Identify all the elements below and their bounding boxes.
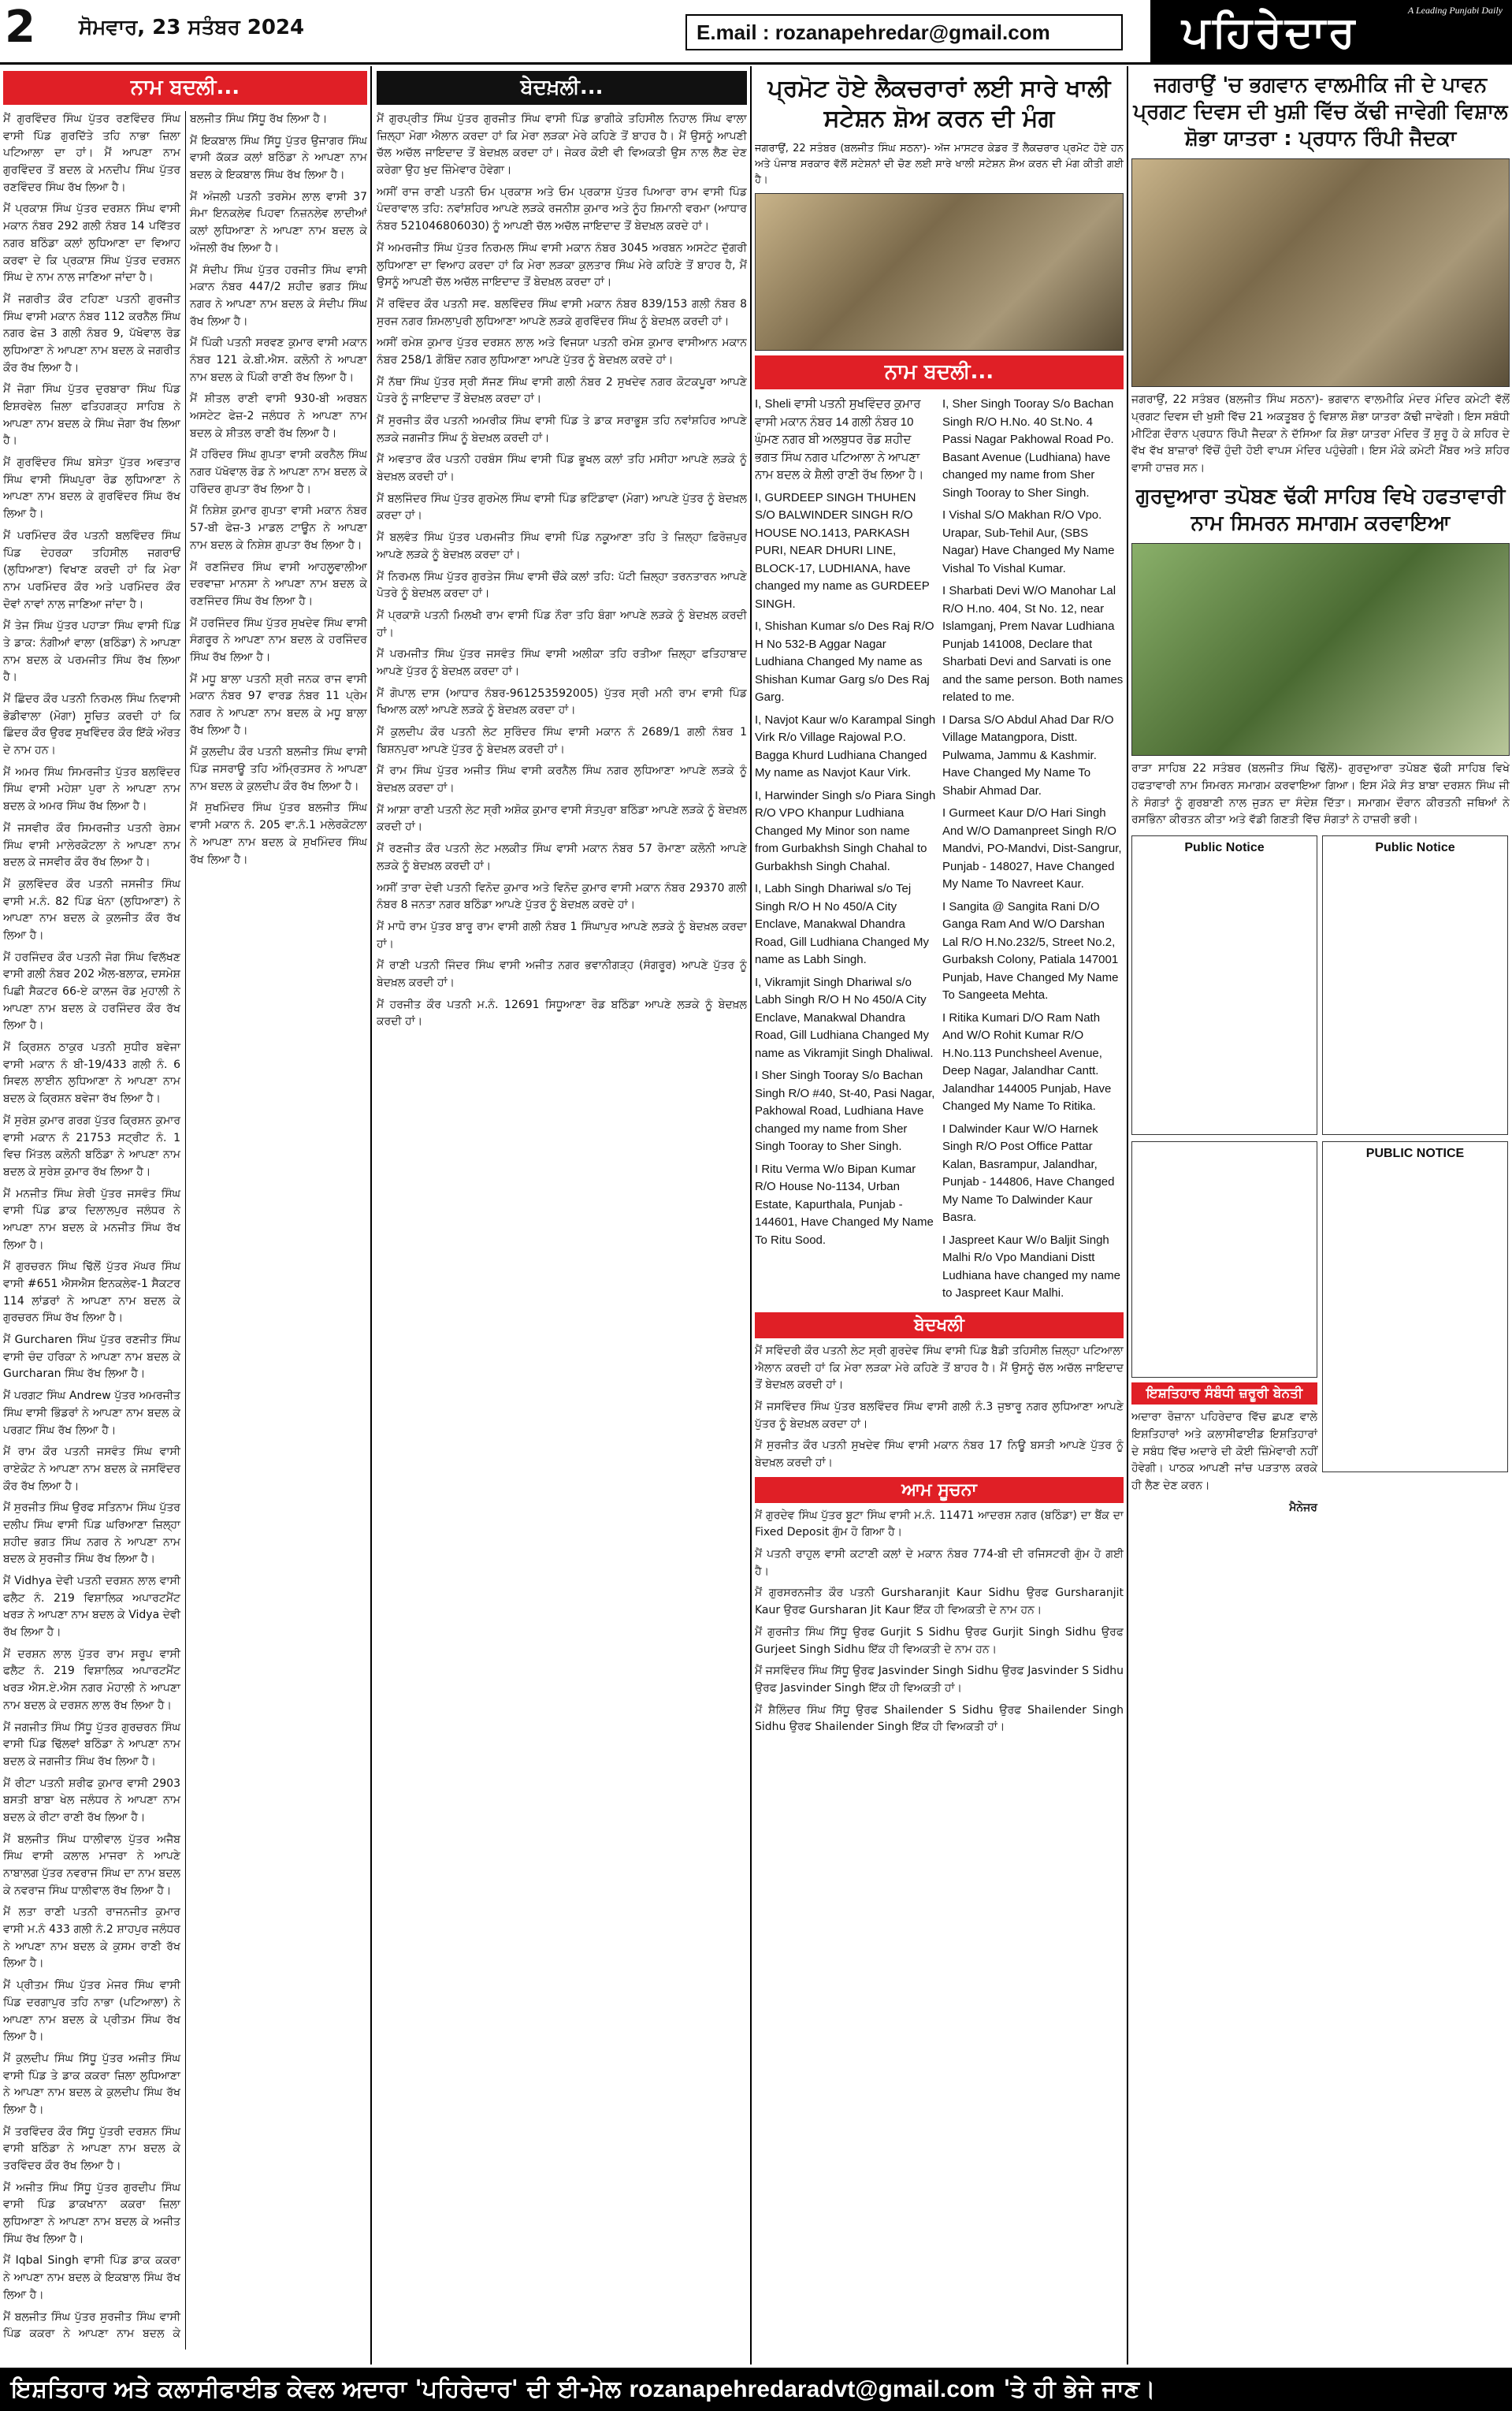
list-item: ਮੈਂ ਜੋਗਾ ਸਿੰਘ ਪੁੱਤਰ ਦੁਰਬਾਰਾ ਸਿੰਘ ਪਿੰਡ ਇਸ਼ਰਵੇਲ ਜ਼ਿਲਾ ਫਤਿਹਗੜ੍ਹ ਸਾਹਿਬ ਨੇ ਆਪਣਾ ਨਾਮ ਬਦਲ ਕੇ ਸਿੰਘ ਜੋਗਾ ਰੱਖ ਲਿਆ ਹੈ। [3,383,180,448]
issue-date: ਸੋਮਵਾਰ, 23 ਸਤੰਬਰ 2024 [79,16,305,39]
list-item: ਮੈਂ ਗੁਰਵਿੰਦਰ ਸਿੰਘ ਬਸੇਤਾ ਪੁੱਤਰ ਅਵਤਾਰ ਸਿੰਘ ਵਾਸੀ ਸਿੰਘਪੁਰਾ ਰੋਡ ਲੁਧਿਆਣਾ ਨੇ ਆਪਣਾ ਨਾਮ ਬਦਲ ਕੇ ਗੁਰਵਿੰਦਰ ਸਿੰਘ ਰੱਖ ਲਿਆ ਹੈ। [3,456,180,521]
meeting-photo [1131,158,1510,387]
list-item: ਮੈਂ ਦਰਸ਼ਨ ਲਾਲ ਪੁੱਤਰ ਰਾਮ ਸਰੂਪ ਵਾਸੀ ਫਲੈਟ ਨੰ. 219 ਵਿਸ਼ਾਲਿਕ ਅਪਾਰਟਮੈਂਟ ਖਰੜ ਐਸ.ਏ.ਐਸ ਨਗਰ ਮੋਹਾਲੀ ਨੇ ਆਪਣਾ ਨਾਮ ਬਦਲ ਕੇ ਦਰਸ਼ਨ ਲਾਲ ਰੱਖ ਲਿਆ ਹੈ। [3,1647,180,1712]
list-item: ਮੈਂ ਜਗਜੀਤ ਸਿੰਘ ਸਿੱਧੂ ਪੁੱਤਰ ਗੁਰਚਰਨ ਸਿੰਘ ਵਾਸੀ ਪਿੰਡ ਢਿੱਲਵਾਂ ਬਠਿੰਡਾ ਨੇ ਆਪਣਾ ਨਾਮ ਬਦਲ ਕੇ ਜਗਜੀਤ ਸਿੰਘ ਰੱਖ ਲਿਆ ਹੈ। [3,1721,180,1768]
list-item: I Ritu Verma W/o Bipan Kumar R/O House No-1134, Urban Estate, Kapurthala, Punjab - 144601, Have Changed My Name To Ritu Sood. [755,1162,934,1247]
list-item: ਮੈਂ ਨਿਸ਼ੇਸ਼ ਕੁਮਾਰ ਗੁਪਤਾ ਵਾਸੀ ਮਕਾਨ ਨੰਬਰ 57-ਬੀ ਫੇਜ਼-3 ਮਾਡਲ ਟਾਊਨ ਨੇ ਆਪਣਾ ਨਾਮ ਬਦਲ ਕੇ ਨਿਸ਼ੇਸ਼ ਗੁਪਤਾ ਰੱਖ ਲਿਆ ਹੈ। [190,504,367,552]
list-item: ਮੈਂ ਸੁਰੇਸ਼ ਕੁਮਾਰ ਗਰਗ ਪੁੱਤਰ ਕ੍ਰਿਸ਼ਨ ਕੁਮਾਰ ਵਾਸੀ ਮਕਾਨ ਨੰ 21753 ਸਟ੍ਰੀਟ ਨੰ. 1 ਵਿਚ ਮਿੱਤਲ ਕਲੋਨੀ ਬਠਿੰਡਾ ਨੇ ਆਪਣਾ ਨਾਮ ਬਦਲ ਕੇ ਸੁਰੇਸ਼ ਕੁਮਾਰ ਰੱਖ ਲਿਆ ਹੈ। [3,1114,180,1178]
group-photo [755,193,1124,351]
list-item: ਅਸੀਂ ਰਮੇਸ਼ ਕੁਮਾਰ ਪੁੱਤਰ ਦਰਸ਼ਨ ਲਾਲ ਅਤੇ ਵਿਜਯਾ ਪਤਨੀ ਰਮੇਸ਼ ਕੁਮਾਰ ਵਾਸੀਆਨ ਮਕਾਨ ਨੰਬਰ 258/1 ਗੋਬਿੰਦ ਨਗਰ ਲੁਧਿਆਣਾ ਆਪਣੇ ਪੁੱਤਰ ਨੂੰ ਬੇਦਖ਼ਲ ਕਰਦੇ ਹਾਂ। [377,337,747,366]
list-item: I, Navjot Kaur w/o Karampal Singh Virk R/o Village Rajowal P.O. Bagga Khurd Ludhiana Changed My name as Navjot Kaur Virk. [755,713,936,780]
list-item: ਮੈਂ ਜਸਵੀਰ ਕੌਰ ਸਿਮਰਜੀਤ ਪਤਨੀ ਰੇਸ਼ਮ ਸਿੰਘ ਵਾਸੀ ਮਾਲੇਰਕੋਟਲਾ ਨੇ ਆਪਣਾ ਨਾਮ ਬਦਲ ਕੇ ਜਸਵੀਰ ਕੌਰ ਰੱਖ ਲਿਆ ਹੈ। [3,821,180,869]
list-item: ਮੈਂ ਕੁਲਦੀਪ ਸਿੰਘ ਸਿੱਧੂ ਪੁੱਤਰ ਅਜੀਤ ਸਿੰਘ ਵਾਸੀ ਪਿੰਡ ਤੇ ਡਾਕ ਕਕਰਾ ਜ਼ਿਲਾ ਲੁਧਿਆਣਾ ਨੇ ਆਪਣਾ ਨਾਮ ਬਦਲ ਕੇ ਕੁਲਦੀਪ ਸਿੰਘ ਰੱਖ ਲਿਆ ਹੈ। [3,2052,180,2116]
list-item: ਮੈਂ ਰਣਜੀਤ ਕੌਰ ਪਤਨੀ ਲੇਟ ਮਲਕੀਤ ਸਿੰਘ ਵਾਸੀ ਮਕਾਨ ਨੰਬਰ 57 ਰੋਮਾਣਾ ਕਲੋਨੀ ਆਪਣੇ ਲੜਕੇ ਨੂੰ ਬੇਦਖ਼ਲ ਕਰਦੀ ਹਾਂ। [377,843,747,872]
list-item: I Gurmeet Kaur D/O Hari Singh And W/O Damanpreet Singh R/O Mandvi, PO-Mandvi, Dist-Sangrur, Punjab - 148027, Have Changed My Name To Navreet Kaur. [942,806,1122,891]
manager-signoff: ਮੈਨੇਜਰ [1289,1501,1317,1514]
list-item: ਮੈਂ ਗੁਰਜੀਤ ਸਿੰਘ ਸਿੱਧੂ ਉਰਫ Gurjit S Sidhu ਉਰਫ Gurjit Singh Sidhu ਉਰਫ Gurjeet Singh Sidhu ਇੱਕ ਹੀ ਵਿਅਕਤੀ ਦੇ ਨਾਮ ਹਨ। [755,1625,1124,1656]
list-item: I, Harwinder Singh s/o Piara Singh R/O VPO Khanpur Ludhiana Changed My Minor son name from Gurbakhsh Singh Chahal to Gurbakhsh Singh Chahal. [755,788,936,873]
list-item: ਮੈਂ ਛਿੰਦਰ ਕੌਰ ਪਤਨੀ ਨਿਰਮਲ ਸਿੰਘ ਨਿਵਾਸੀ ਭੋਡੀਵਾਲਾ (ਮੋਗਾ) ਸੂਚਿਤ ਕਰਦੀ ਹਾਂ ਕਿ ਛਿੰਦਰ ਕੌਰ ਉਰਫ ਸੁਖਵਿੰਦਰ ਕੌਰ ਇੱਕੋ ਔਰਤ ਦੇ ਨਾਮ ਹਨ। [3,693,180,757]
section-heading-aam-suchna: ਆਮ ਸੂਚਨਾ [755,1477,1124,1503]
list-item: ਮੈਂ ਅਮਰ ਸਿੰਘ ਸਿਮਰਜੀਤ ਪੁੱਤਰ ਬਲਵਿੰਦਰ ਸਿੰਘ ਵਾਸੀ ਮਹੇਸ਼ਾ ਪੁਰਾ ਨੇ ਆਪਣਾ ਨਾਮ ਬਦਲ ਕੇ ਅਮਰ ਸਿੰਘ ਰੱਖ ਲਿਆ ਹੈ। [3,765,180,813]
list-item: ਮੈਂ ਕ੍ਰਿਸ਼ਨ ਠਾਕੁਰ ਪਤਨੀ ਸੁਧੀਰ ਬਵੇਜਾ ਵਾਸੀ ਮਕਾਨ ਨੰ ਬੀ-19/433 ਗਲੀ ਨੰ. 6 ਸਿਵਲ ਲਾਈਨ ਲੁਧਿਆਣਾ ਨੇ ਆਪਣਾ ਨਾਮ ਬਦਲ ਕੇ ਕ੍ਰਿਸ਼ਨ ਬਵੇਜਾ ਰੱਖ ਲਿਆ ਹੈ। [3,1041,180,1106]
footer-text: ਇਸ਼ਤਿਹਾਰ ਅਤੇ ਕਲਾਸੀਫਾਈਡ ਕੇਵਲ ਅਦਾਰਾ 'ਪਹਿਰੇਦਾਰ' ਦੀ ਈ-ਮੇਲ [11,2376,622,2403]
bedakhli-list [755,1343,1124,1472]
column-bedakhli [377,66,747,2364]
list-item: I, GURDEEP SINGH THUHEN S/O BALWINDER SINGH R/O HOUSE NO.1413, PARKASH PURI, NEAR DHURI LINE, BLOCK-17, LUDHIANA, have changed my name as GURDEEP SINGH. [755,490,930,611]
masthead [0,0,1512,65]
list-item: ਅਸੀਂ ਰਾਜ ਰਾਣੀ ਪਤਨੀ ਓਮ ਪ੍ਰਕਾਸ਼ ਅਤੇ ਓਮ ਪ੍ਰਕਾਸ਼ ਪੁੱਤਰ ਪਿਆਰਾ ਰਾਮ ਵਾਸੀ ਪਿੰਡ ਪੰਦਰਾਵਾਲ ਤਹਿ: ਨਵਾਂਸ਼ਹਿਰ ਆਪਣੇ ਲੜਕੇ ਰਜਨੀਸ਼ ਕੁਮਾਰ ਅਤੇ ਨੂੰਹ ਸ਼ਿਮਾਨੀ ਵਰਮਾ (ਆਧਾਰ ਨੰਬਰ 521046806030) ਨੂੰ ਆਪਣੀ ਚੱਲ ਅਚੱਲ ਜਾਇਦਾਦ ਤੋਂ ਬੇਦਖ਼ਲ ਕਰਦੇ ਹਾਂ। [377,185,747,233]
public-notice-box-3 [1131,1141,1317,1378]
list-item: ਮੈਂ ਤਰਵਿੰਦਰ ਕੌਰ ਸਿੱਧੂ ਪੁੱਤਰੀ ਦਰਸ਼ਨ ਸਿੰਘ ਵਾਸੀ ਬਠਿੰਡਾ ਨੇ ਆਪਣਾ ਨਾਮ ਬਦਲ ਕੇ ਤਰਵਿੰਦਰ ਕੌਰ ਰੱਖ ਲਿਆ ਹੈ। [3,2125,180,2172]
classified-list [377,111,747,1031]
list-item: ਮੈਂ ਜਸਵਿੰਦਰ ਸਿੰਘ ਪੁੱਤਰ ਬਲਵਿੰਦਰ ਸਿੰਘ ਵਾਸੀ ਗਲੀ ਨੰ.3 ਜੁਝਾਰੂ ਨਗਰ ਲੁਧਿਆਣਾ ਆਪਣੇ ਪੁੱਤਰ ਨੂੰ ਬੇਦਖ਼ਲ ਕਰਦਾ ਹਾਂ। [755,1400,1124,1431]
list-item: ਮੈਂ Iqbal Singh ਵਾਸੀ ਪਿੰਡ ਡਾਕ ਕਕਰਾ ਨੇ ਆਪਣਾ ਨਾਮ ਬਦਲ ਕੇ ਇਕਬਾਲ ਸਿੰਘ ਰੱਖ ਲਿਆ ਹੈ। [3,2254,180,2301]
list-item: ਮੈਂ ਸੁਖਮਿੰਦਰ ਸਿੰਘ ਪੁੱਤਰ ਬਲਜੀਤ ਸਿੰਘ ਵਾਸੀ ਮਕਾਨ ਨੰ. 205 ਵਾ.ਨੰ.1 ਮਲੇਰਕੋਟਲਾ ਨੇ ਆਪਣਾ ਨਾਮ ਬਦਲ ਕੇ ਸੁਖਮਿੰਦਰ ਸਿੰਘ ਰੱਖ ਲਿਆ ਹੈ। [190,802,367,866]
list-item: ਮੈਂ ਪ੍ਰਕਾਸ਼ ਸਿੰਘ ਪੁੱਤਰ ਦਰਸ਼ਨ ਸਿੰਘ ਵਾਸੀ ਮਕਾਨ ਨੰਬਰ 292 ਗਲੀ ਨੰਬਰ 14 ਪਵਿੱਤਰ ਨਗਰ ਬਠਿੰਡਾ ਕਲਾਂ ਲੁਧਿਆਣਾ ਦਾ ਵਿਆਹ ਕਰਵਾ ਦੇ ਕਿ ਪ੍ਰਕਾਸ਼ ਸਿੰਘ ਪੁੱਤਰ ਦਰਸ਼ਨ ਸਿੰਘ ਦੇ ਨਾਮ ਨਾਲ ਜਾਣਿਆ ਜਾਂਦਾ ਹੈ। [3,203,180,285]
list-item: ਮੈਂ ਅੰਜਲੀ ਪਤਨੀ ਤਰਸੇਮ ਲਾਲ ਵਾਸੀ 37 ਸੰਮਾ ਇਨਕਲੇਵ ਪਿਹਵਾ ਨਿਜ਼ਨਲੇਵ ਲਾਦੀਆਂ ਕਲਾਂ ਲੁਧਿਆਣਾ ਨੇ ਆਪਣਾ ਨਾਮ ਬਦਲ ਕੇ ਅੰਜਲੀ ਰੱਖ ਲਿਆ ਹੈ। [190,190,367,255]
list-item: ਮੈਂ ਨਿਰਮਲ ਸਿੰਘ ਪੁੱਤਰ ਗੁਰਤੇਜ ਸਿੰਘ ਵਾਸੀ ਚੌਂਕੇ ਕਲਾਂ ਤਹਿ: ਪੱਟੀ ਜ਼ਿਲ੍ਹਾ ਤਰਨਤਾਰਨ ਆਪਣੇ ਪੋਤਰੇ ਨੂੰ ਬੇਦਖ਼ਲ ਕਰਦਾ ਹਾਂ। [377,570,747,601]
list-item: ਮੈਂ ਬਲਵੰਤ ਸਿੰਘ ਪੁੱਤਰ ਪਰਮਜੀਤ ਸਿੰਘ ਵਾਸੀ ਪਿੰਡ ਨਕੂਆਣਾ ਤਹਿ ਤੇ ਜ਼ਿਲ੍ਹਾ ਫ਼ਿਰੋਜ਼ਪੁਰ ਆਪਣੇ ਲੜਕੇ ਨੂੰ ਬੇਦਖ਼ਲ ਕਰਦਾ ਹਾਂ। [377,531,747,561]
list-item: I, Sheli ਵਾਸੀ ਪਤਨੀ ਸੁਖਵਿੰਦਰ ਕੁਮਾਰ ਵਾਸੀ ਮਕਾਨ ਨੰਬਰ 14 ਗਲੀ ਨੰਬਰ 10 ਘੁੰਮਣ ਨਗਰ ਬੀ ਅਲਬੁਧਰ ਰੋਡ ਸ਼ਹੀਦ ਭਗਤ ਸਿੰਘ ਨਗਰ ਪਟਿਆਲਾ ਨੇ ਆਪਣਾ ਨਾਮ ਬਦਲ ਕੇ ਸ਼ੈਲੀ ਰਾਣੀ ਰੱਖ ਲਿਆ ਹੈ। [755,397,924,482]
list-item: ਮੈਂ ਗੋਪਾਲ ਦਾਸ (ਆਧਾਰ ਨੰਬਰ-961253592005) ਪੁੱਤਰ ਸ੍ਰੀ ਮਨੀ ਰਾਮ ਵਾਸੀ ਪਿੰਡ ਖਿਆਲ ਕਲਾਂ ਆਪਣੇ ਲੜਕੇ ਨੂੰ ਬੇਦਖ਼ਲ ਕਰਦਾ ਹਾਂ। [377,686,747,717]
column-name-change-1 [3,66,367,2364]
list-item: ਮੈਂ ਰਾਮ ਸਿੰਘ ਪੁੱਤਰ ਅਜੀਤ ਸਿੰਘ ਵਾਸੀ ਕਰਨੈਲ ਸਿੰਘ ਨਗਰ ਲੁਧਿਆਣਾ ਆਪਣੇ ਲੜਕੇ ਨੂੰ ਬੇਦਖ਼ਲ ਕਰਦਾ ਹਾਂ। [377,765,747,795]
headline-shobha-yatra: ਜਗਰਾਉਂ 'ਚ ਭਗਵਾਨ ਵਾਲਮੀਕਿ ਜੀ ਦੇ ਪਾਵਨ ਪ੍ਰਗਟ ਦਿਵਸ ਦੀ ਖੁਸ਼ੀ ਵਿੱਚ ਕੱਢੀ ਜਾਵੇਗੀ ਵਿਸ਼ਾਲ ਸ਼ੋਭਾ ਯਾਤਰਾ : ਪ੍ਰਧਾਨ ਰਿੰਪੀ ਜੈਦਕਾ [1133,73,1508,151]
gurdwara-photo [1131,543,1510,756]
english-notices-right [942,396,1124,1308]
list-item: ਮੈਂ Gurcharen ਸਿੰਘ ਪੁੱਤਰ ਰਣਜੀਤ ਸਿੰਘ ਵਾਸੀ ਚੰਦ ਹਰਿਕਾ ਨੇ ਆਪਣਾ ਨਾਮ ਬਦਲ ਕੇ Gurcharan ਸਿੰਘ ਰੱਖ ਲਿਆ ਹੈ। [3,1334,180,1381]
list-item: ਮੈਂ ਰੀਟਾ ਪਤਨੀ ਸ਼ਰੀਫ ਕੁਮਾਰ ਵਾਸੀ 2903 ਬਸਤੀ ਬਾਬਾ ਖੇਲ ਜਲੰਧਰ ਨੇ ਆਪਣਾ ਨਾਮ ਬਦਲ ਕੇ ਰੀਟਾ ਰਾਣੀ ਰੱਖ ਲਿਆ ਹੈ। [3,1777,180,1824]
list-item: ਮੈਂ ਪਰਮਿੰਦਰ ਕੌਰ ਪਤਨੀ ਬਲਵਿੰਦਰ ਸਿੰਘ ਪਿੰਡ ਦੇਹਰਕਾ ਤਹਿਸੀਲ ਜਗਰਾਓਂ (ਲੁਧਿਆਣਾ) ਵਿਖਾਣ ਕਰਦੀ ਹਾਂ ਕਿ ਮੇਰਾ ਨਾਮ ਪਰਮਿੰਦਰ ਕੌਰ ਅਤੇ ਪਰਮਿੰਦਰ ਕੌਰ ਦੋਵਾਂ ਨਾਵਾਂ ਨਾਲ ਜਾਣਿਆ ਜਾਂਦਾ ਹੈ। [3,529,180,611]
list-item: ਮੈਂ ਗੁਰਵਿੰਦਰ ਸਿੰਘ ਪੁੱਤਰ ਰਣਵਿੰਦਰ ਸਿੰਘ ਵਾਸੀ ਪਿੰਡ ਗੁਰਦਿੱਤੇ ਤਹਿ ਨਾਭਾ ਜ਼ਿਲਾ ਪਟਿਆਲਾ ਦਾ ਹਾਂ। ਮੈਂ ਆਪਣਾ ਨਾਮ ਗੁਰਵਿੰਦਰ ਤੋਂ ਬਦਲ ਕੇ ਮਨਦੀਪ ਸਿੰਘ ਪੁੱਤਰ ਰਣਵਿੰਦਰ ਸਿੰਘ ਰੱਖ ਲਿਆ ਹੈ। [3,113,180,194]
logo-tagline: A Leading Punjabi Daily [1407,5,1503,16]
story-gurdwara: ਰਾੜਾ ਸਾਹਿਬ 22 ਸਤੰਬਰ (ਬਲਜੀਤ ਸਿੰਘ ਢਿੱਲੋਂ)- ਗੁਰਦੁਆਰਾ ਤਪੋਬਣ ਢੱਕੀ ਸਾਹਿਬ ਵਿਖੇ ਹਫਤਾਵਾਰੀ ਨਾਮ ਸਿਮਰਨ ਸਮਾਗਮ ਕਰਵਾਇਆ ਗਿਆ। ਇਸ ਮੌਕੇ ਸੰਤ ਬਾਬਾ ਦਰਸ਼ਨ ਸਿੰਘ ਜੀ ਨੇ ਸੰਗਤਾਂ ਨੂੰ ਗੁਰਬਾਣੀ ਨਾਲ ਜੁੜਨ ਦਾ ਸੰਦੇਸ਼ ਦਿੱਤਾ। ਸਮਾਗਮ ਦੌਰਾਨ ਕੀਰਤਨੀ ਜਥਿਆਂ ਨੇ ਰਸਭਿੰਨਾ ਕੀਰਤਨ ਕੀਤਾ ਅਤੇ ਵੱਡੀ ਗਿਣਤੀ ਵਿੱਚ ਸੰਗਤਾਂ ਨੇ ਹਾਜ਼ਰੀ ਭਰੀ। [1131,762,1510,827]
list-item: ਮੈਂ ਮਧੂ ਬਾਲਾ ਪਤਨੀ ਸ਼੍ਰੀ ਜਨਕ ਰਾਜ ਵਾਸੀ ਮਕਾਨ ਨੰਬਰ 97 ਵਾਰਡ ਨੰਬਰ 11 ਪ੍ਰੇਮ ਨਗਰ ਨੇ ਆਪਣਾ ਨਾਮ ਬਦਲ ਕੇ ਮਧੂ ਬਾਲਾ ਰੱਖ ਲਿਆ ਹੈ। [190,672,367,737]
list-item: ਮੈਂ ਬਲਜੀਤ ਸਿੰਘ ਧਾਲੀਵਾਲ ਪੁੱਤਰ ਅਜੈਬ ਸਿੰਘ ਵਾਸੀ ਕਲਾਲ ਮਾਜਰਾ ਨੇ ਆਪਣੇ ਨਾਬਾਲਗ ਪੁੱਤਰ ਨਵਰਾਜ ਸਿੰਘ ਦਾ ਨਾਮ ਬਦਲ ਕੇ ਨਵਰਾਜ ਸਿੰਘ ਧਾਲੀਵਾਲ ਰੱਖ ਲਿਆ ਹੈ। [3,1832,180,1897]
list-item: ਮੈਂ ਸੁਰਜੀਤ ਕੌਰ ਪਤਨੀ ਅਮਰੀਕ ਸਿੰਘ ਵਾਸੀ ਪਿੰਡ ਤੇ ਡਾਕ ਸਰਾਭੂਸ਼ ਤਹਿ ਨਵਾਂਸ਼ਹਿਰ ਆਪਣੇ ਲੜਕੇ ਜਗਜੀਤ ਸਿੰਘ ਨੂੰ ਬੇਦਖ਼ਲ ਕਰਦੀ ਹਾਂ। [377,415,747,445]
list-item: ਮੈਂ ਅਮਰਜੀਤ ਸਿੰਘ ਪੁੱਤਰ ਨਿਰਮਲ ਸਿੰਘ ਵਾਸੀ ਮਕਾਨ ਨੰਬਰ 3045 ਅਰਬਨ ਅਸਟੇਟ ਦੁੱਗਰੀ ਲੁਧਿਆਣਾ ਦਾ ਵਿਆਹ ਕਰਦਾ ਹਾਂ ਕਿ ਮੇਰਾ ਲੜਕਾ ਕੁਲਤਾਰ ਸਿੰਘ ਮੇਰੇ ਕਹਿਣੇ ਤੋਂ ਬਾਹਰ ਹੈ, ਮੈਂ ਉਸਨੂੰ ਆਪਣੀ ਚੱਲ ਅਚੱਲ ਜਾਇਦਾਦ ਤੋਂ ਬੇਦਖ਼ਲ ਕਰਦਾ ਹਾਂ। [377,241,747,289]
advert-disclaimer-text: ਅਦਾਰਾ ਰੋਜ਼ਾਨਾ ਪਹਿਰੇਦਾਰ ਵਿੱਚ ਛਪਣ ਵਾਲੇ ਇਸ਼ਤਿਹਾਰਾਂ ਅਤੇ ਕਲਾਸੀਫਾਈਡ ਇਸ਼ਤਿਹਾਰਾਂ ਦੇ ਸਬੰਧ ਵਿੱਚ ਅਦਾਰੇ ਦੀ ਕੋਈ ਜ਼ਿੰਮੇਵਾਰੀ ਨਹੀਂ ਹੋਵੇਗੀ। ਪਾਠਕ ਆਪਣੀ ਜਾਂਚ ਪੜਤਾਲ ਕਰਕੇ ਹੀ ਲੈਣ ਦੇਣ ਕਰਨ। [1131,1411,1317,1492]
list-item: ਮੈਂ ਰਣਜਿੰਦਰ ਸਿੰਘ ਵਾਸੀ ਆਹਲੂਵਾਲੀਆ ਦਰਵਾਜ਼ਾ ਮਾਨਸਾ ਨੇ ਆਪਣਾ ਨਾਮ ਬਦਲ ਕੇ ਰਣਜਿੰਦਰ ਸਿੰਘ ਰੱਖ ਲਿਆ ਹੈ। [190,560,367,608]
public-notice-title: Public Notice [1184,841,1265,855]
list-item: ਮੈਂ ਪਰਮਜੀਤ ਸਿੰਘ ਪੁੱਤਰ ਜਸਵੰਤ ਸਿੰਘ ਵਾਸੀ ਅਲੀਕਾ ਤਹਿ ਰਤੀਆ ਜ਼ਿਲ੍ਹਾ ਫਤਿਹਾਬਾਦ ਆਪਣੇ ਪੁੱਤਰ ਨੂੰ ਬੇਦਖ਼ਲ ਕਰਦਾ ਹਾਂ। [377,648,747,678]
list-item: ਮੈਂ ਮਾਧੋ ਰਾਮ ਪੁੱਤਰ ਬਾਰੂ ਰਾਮ ਵਾਸੀ ਗਲੀ ਨੰਬਰ 1 ਸਿੰਘਾਪੁਰ ਆਪਣੇ ਲੜਕੇ ਨੂੰ ਬੇਦਖ਼ਲ ਕਰਦਾ ਹਾਂ। [377,920,747,951]
section-heading-bedakhli: ਬੇਦਖ਼ਲੀ... [377,71,747,105]
headline-gurdwara: ਗੁਰਦੁਆਰਾ ਤਪੋਬਣ ਢੱਕੀ ਸਾਹਿਬ ਵਿਖੇ ਹਫਤਾਵਾਰੀ ਨਾਮ ਸਿਮਰਨ ਸਮਾਗਮ ਕਰਵਾਇਆ [1135,484,1506,535]
list-item: ਅਸੀਂ ਤਾਰਾ ਦੇਵੀ ਪਤਨੀ ਵਿਨੋਦ ਕੁਮਾਰ ਅਤੇ ਵਿਨੋਦ ਕੁਮਾਰ ਵਾਸੀ ਮਕਾਨ ਨੰਬਰ 29370 ਗਲੀ ਨੰਬਰ 8 ਜਨਤਾ ਨਗਰ ਬਠਿੰਡਾ ਆਪਣੇ ਪੁੱਤਰ ਨੂੰ ਬੇਦਖ਼ਲ ਕਰਦੇ ਹਾਂ। [377,881,747,912]
notice-list [755,1508,1124,1736]
list-item: ਮੈਂ ਪਰਗਟ ਸਿੰਘ Andrew ਪੁੱਤਰ ਅਮਰਜੀਤ ਸਿੰਘ ਵਾਸੀ ਭਿੰਡਰਾਂ ਨੇ ਆਪਣਾ ਨਾਮ ਬਦਲ ਕੇ ਪਰਗਟ ਸਿੰਘ ਰੱਖ ਲਿਆ ਹੈ। [3,1390,180,1437]
list-item: I, Vikramjit Singh Dhariwal s/o Labh Singh R/O H No 450/A City Enclave, Manakwal Dhandra Road, Gill Ludhiana Changed My name as Vikramjit Singh Dhaliwal. [755,975,934,1060]
list-item: I Sharbati Devi W/O Manohar Lal R/O H.no. 404, St No. 12, near Islamganj, Prem Navar Ludhiana Punjab 141008, Declare that Sharbati Devi and Sarvati is one and the same person. Both names related to me. [942,584,1124,705]
list-item: ਮੈਂ ਸਵਿੰਦਰੀ ਕੌਰ ਪਤਨੀ ਲੇਟ ਸ੍ਰੀ ਗੁਰਦੇਵ ਸਿੰਘ ਵਾਸੀ ਪਿੰਡ ਬੈਡੀ ਤਹਿਸੀਲ ਜ਼ਿਲ੍ਹਾ ਪਟਿਆਲਾ ਐਲਾਨ ਕਰਦੀ ਹਾਂ ਕਿ ਮੇਰਾ ਲੜਕਾ ਮੇਰੇ ਕਹਿਣੇ ਤੋਂ ਬਾਹਰ ਹੈ। ਮੈਂ ਉਸਨੂੰ ਚੱਲ ਅਚੱਲ ਜਾਇਦਾਦ ਤੋਂ ਬੇਦਖ਼ਲ ਕਰਦੀ ਹਾਂ। [755,1344,1124,1392]
list-item: ਮੈਂ ਸ਼ੀਤਲ ਰਾਣੀ ਵਾਸੀ 930-ਬੀ ਅਰਬਨ ਅਸਟੇਟ ਫੇਜ਼-2 ਜਲੰਧਰ ਨੇ ਆਪਣਾ ਨਾਮ ਬਦਲ ਕੇ ਸ਼ੀਤਲ ਰਾਣੀ ਰੱਖ ਲਿਆ ਹੈ। [190,393,367,440]
list-item: ਮੈਂ ਸੁਰਜੀਤ ਸਿੰਘ ਉਰਫ ਸਤਿਨਾਮ ਸਿੰਘ ਪੁੱਤਰ ਦਲੀਪ ਸਿੰਘ ਵਾਸੀ ਪਿੰਡ ਘਰਿਆਣਾ ਜ਼ਿਲ੍ਹਾ ਸ਼ਹੀਦ ਭਗਤ ਸਿੰਘ ਨਗਰ ਨੇ ਆਪਣਾ ਨਾਮ ਬਦਲ ਕੇ ਸੁਰਜੀਤ ਸਿੰਘ ਰੱਖ ਲਿਆ ਹੈ। [3,1501,180,1566]
column-news-right [1131,66,1510,2364]
list-item: ਮੈਂ ਨੱਥਾ ਸਿੰਘ ਪੁੱਤਰ ਸ੍ਰੀ ਸੱਜਣ ਸਿੰਘ ਵਾਸੀ ਗਲੀ ਨੰਬਰ 2 ਸੁਖਦੇਵ ਨਗਰ ਕੋਟਕਪੂਰਾ ਆਪਣੇ ਪੋਤਰੇ ਨੂੰ ਜਾਇਦਾਦ ਤੋਂ ਬੇਦਖ਼ਲ ਕਰਦਾ ਹਾਂ। [377,375,747,406]
list-item: ਮੈਂ ਪਿੰਕੀ ਪਤਨੀ ਸਰਵਣ ਕੁਮਾਰ ਵਾਸੀ ਮਕਾਨ ਨੰਬਰ 121 ਕੇ.ਬੀ.ਐਸ. ਕਲੋਨੀ ਨੇ ਆਪਣਾ ਨਾਮ ਬਦਲ ਕੇ ਪਿੰਕੀ ਰਾਣੀ ਰੱਖ ਲਿਆ ਹੈ। [190,337,367,384]
list-item: ਮੈਂ ਕੁਲਦੀਪ ਕੌਰ ਪਤਨੀ ਬਲਜੀਤ ਸਿੰਘ ਵਾਸੀ ਪਿੰਡ ਜਸਰਾਊ ਤਹਿ ਅੰਮ੍ਰਿਤਸਰ ਨੇ ਆਪਣਾ ਨਾਮ ਬਦਲ ਕੇ ਕੁਲਦੀਪ ਕੌਰ ਰੱਖ ਲਿਆ ਹੈ। [190,746,367,793]
section-heading-bedakhli-2: ਬੇਦਖਲੀ [755,1312,1124,1338]
list-item: ਮੈਂ ਜਗਰੀਤ ਕੌਰ ਟਹਿਣਾ ਪਤਨੀ ਗੁਰਜੀਤ ਸਿੰਘ ਵਾਸੀ ਮਕਾਨ ਨੰਬਰ 112 ਕਰਨੈਲ ਸਿੰਘ ਨਗਰ ਫੇਜ਼ 3 ਗਲੀ ਨੰਬਰ 9, ਪੱਖੋਵਾਲ ਰੋਡ ਲੁਧਿਆਣਾ ਨੇ ਆਪਣਾ ਨਾਮ ਬਦਲ ਕੇ ਜਗਰੀਤ ਕੌਰ ਰੱਖ ਲਿਆ ਹੈ। [3,292,180,374]
list-item: ਮੈਂ ਸ਼ੈਲਿੰਦਰ ਸਿੰਘ ਸਿੱਧੂ ਉਰਫ Shailender S Sidhu ਉਰਫ Shailender Singh Sidhu ਉਰਫ Shailender Singh ਇੱਕ ਹੀ ਵਿਅਕਤੀ ਹਾਂ। [755,1703,1124,1734]
newspaper-logo [1150,0,1512,63]
public-notice-title-3: PUBLIC NOTICE [1365,1147,1465,1161]
list-item: ਮੈਂ ਬਲਜਿੰਦਰ ਸਿੰਘ ਪੁੱਤਰ ਗੁਰਮੇਲ ਸਿੰਘ ਵਾਸੀ ਪਿੰਡ ਭਟਿੰਡਾਵਾ (ਮੋਗਾ) ਆਪਣੇ ਪੁੱਤਰ ਨੂੰ ਬੇਦਖ਼ਲ ਕਰਦਾ ਹਾਂ। [377,492,747,523]
page-number: 2 [5,2,35,53]
public-notice-box-1 [1131,835,1317,1135]
list-item: I, Sher Singh Tooray S/o Bachan Singh R/O H.No. 40 St.No. 4 Passi Nagar Pakhowal Road Po. Basant Avenue (Ludhiana) have changed my name from Sher Singh Tooray to Sher Singh. [942,397,1114,500]
list-item: I Ritika Kumari D/O Ram Nath And W/O Rohit Kumar R/O H.No.113 Punchsheel Avenue, Deep Nagar, Jalandhar Cantt. Jalandhar 144005 Punjab, Have Changed My Name To Ritika. [942,1010,1112,1114]
list-item: I Darsa S/O Abdul Ahad Dar R/O Village Matangpora, Distt. Pulwama, Jammu & Kashmir. Have Changed My Name To Shabir Ahmad Dar. [942,713,1114,798]
list-item: I Vishal S/O Makhan R/O Vpo. Urapar, Sub-Tehil Aur, (SBS Nagar) Have Changed My Name Vishal To Vishal Kumar. [942,508,1115,575]
list-item: ਮੈਂ ਲਤਾ ਰਾਣੀ ਪਤਨੀ ਰਾਜਨਜੀਤ ਕੁਮਾਰ ਵਾਸੀ ਮ.ਨੰ 433 ਗਲੀ ਨੰ.2 ਸ਼ਾਹਪੁਰ ਜਲੰਧਰ ਨੇ ਆਪਣਾ ਨਾਮ ਬਦਲ ਕੇ ਕੁਸਮ ਰਾਣੀ ਰੱਖ ਲਿਆ ਹੈ। [3,1906,180,1970]
list-item: ਮੈਂ Vidhya ਦੇਵੀ ਪਤਨੀ ਦਰਸ਼ਨ ਲਾਲ ਵਾਸੀ ਫਲੈਟ ਨੰ. 219 ਵਿਸ਼ਾਲਿਕ ਅਪਾਰਟਮੈਂਟ ਖਰੜ ਨੇ ਆਪਣਾ ਨਾਮ ਬਦਲ ਕੇ Vidya ਦੇਵੀ ਰੱਖ ਲਿਆ ਹੈ। [3,1575,180,1639]
column-news-and-english [755,66,1124,2364]
list-item: ਮੈਂ ਸੁਰਜੀਤ ਕੌਰ ਪਤਨੀ ਸੁਖਦੇਵ ਸਿੰਘ ਵਾਸੀ ਮਕਾਨ ਨੰਬਰ 17 ਨਿਊ ਬਸਤੀ ਆਪਣੇ ਪੁੱਤਰ ਨੂੰ ਬੇਦਖ਼ਲ ਕਰਦੀ ਹਾਂ। [755,1439,1124,1470]
list-item: ਮੈਂ ਤੇਜ ਸਿੰਘ ਪੁੱਤਰ ਪਹਾੜਾ ਸਿੰਘ ਵਾਸੀ ਪਿੰਡ ਤੇ ਡਾਕ: ਨੰਗੀਆਂ ਵਾਲਾ (ਬਠਿੰਡਾ) ਨੇ ਆਪਣਾ ਨਾਮ ਬਦਲ ਕੇ ਪਰਮਜੀਤ ਸਿੰਘ ਰੱਖ ਲਿਆ ਹੈ। [3,619,180,684]
footer-email[interactable]: rozanapehredaradvt@gmail.com [629,2376,995,2402]
list-item: ਮੈਂ ਗੁਰਚਰਨ ਸਿੰਘ ਢਿੱਲੋਂ ਪੁੱਤਰ ਮੱਘਰ ਸਿੰਘ ਵਾਸੀ #651 ਐਸਐਸ ਇਨਕਲੇਵ-1 ਸੈਕਟਰ 114 ਲਾਂਡਰਾਂ ਨੇ ਆਪਣਾ ਨਾਮ ਬਦਲ ਕੇ ਗੁਰਚਰਨ ਸਿੰਘ ਰੱਖ ਲਿਆ ਹੈ। [3,1260,180,1325]
list-item: ਮੈਂ ਹਰਜੀਤ ਕੌਰ ਪਤਨੀ ਮ.ਨੰ. 12691 ਸਿਧੂਆਣਾ ਰੋਡ ਬਠਿੰਡਾ ਆਪਣੇ ਲੜਕੇ ਨੂੰ ਬੇਦਖ਼ਲ ਕਰਦੀ ਹਾਂ। [377,998,747,1029]
list-item: ਮੈਂ ਹਰਜਿੰਦਰ ਕੌਰ ਪਤਨੀ ਜੋਗ ਸਿੰਘ ਵਿਲੱਖਣ ਵਾਸੀ ਗਲੀ ਨੰਬਰ 202 ਐਲ-ਬਲਾਕ, ਦਸਮੇਸ਼ ਪਿਛੀ ਸੈਕਟਰ 66-ਏ ਕਾਲਜ ਰੋਡ ਮੁਹਾਲੀ ਨੇ ਆਪਣਾ ਨਾਮ ਬਦਲ ਕੇ ਹਰਜਿੰਦਰ ਕੌਰ ਰੱਖ ਲਿਆ ਹੈ। [3,951,180,1032]
list-item: ਮੈਂ ਗੁਰਦੇਵ ਸਿੰਘ ਪੁੱਤਰ ਬੂਟਾ ਸਿੰਘ ਵਾਸੀ ਮ.ਨੰ. 11471 ਆਦਰਸ਼ ਨਗਰ (ਬਠਿੰਡਾ) ਦਾ ਬੈਂਕ ਦਾ Fixed Deposit ਗੁੰਮ ਹੋ ਗਿਆ ਹੈ। [755,1509,1124,1539]
list-item: ਮੈਂ ਜਸਵਿੰਦਰ ਸਿੰਘ ਸਿੱਧੂ ਉਰਫ Jasvinder Singh Sidhu ਉਰਫ Jasvinder S Sidhu ਉਰਫ Jasvinder Singh ਇੱਕ ਹੀ ਵਿਅਕਤੀ ਹਾਂ। [755,1665,1124,1695]
list-item: ਮੈਂ ਹਰਿੰਦਰ ਸਿੰਘ ਗੁਪਤਾ ਵਾਸੀ ਕਰਨੈਲ ਸਿੰਘ ਨਗਰ ਪੱਖੋਵਾਲ ਰੋਡ ਨੇ ਆਪਣਾ ਨਾਮ ਬਦਲ ਕੇ ਹਰਿੰਦਰ ਗੁਪਤਾ ਰੱਖ ਲਿਆ ਹੈ। [190,448,367,496]
list-item: ਮੈਂ ਪਤਨੀ ਰਾਹੁਲ ਵਾਸੀ ਕਟਾਣੀ ਕਲਾਂ ਦੇ ਮਕਾਨ ਨੰਬਰ 774-ਬੀ ਦੀ ਰਜਿਸਟਰੀ ਗੁੰਮ ਹੋ ਗਈ ਹੈ। [755,1548,1124,1578]
public-notice-box-4 [1322,1141,1508,1472]
list-item: ਮੈਂ ਸੰਦੀਪ ਸਿੰਘ ਪੁੱਤਰ ਹਰਜੀਤ ਸਿੰਘ ਵਾਸੀ ਮਕਾਨ ਨੰਬਰ 447/2 ਸ਼ਹੀਦ ਭਗਤ ਸਿੰਘ ਨਗਰ ਨੇ ਆਪਣਾ ਨਾਮ ਬਦਲ ਕੇ ਸੰਦੀਪ ਸਿੰਘ ਰੱਖ ਲਿਆ ਹੈ। [190,263,367,328]
list-item: ਮੈਂ ਰਾਣੀ ਪਤਨੀ ਜਿੰਦਰ ਸਿੰਘ ਵਾਸੀ ਅਜੀਤ ਨਗਰ ਭਵਾਨੀਗੜ੍ਹ (ਸੰਗਰੂਰ) ਆਪਣੇ ਪੁੱਤਰ ਨੂੰ ਬੇਦਖ਼ਲ ਕਰਦੀ ਹਾਂ। [377,959,747,989]
english-notices-left [755,396,936,1308]
list-item: ਮੈਂ ਗੁਰਪ੍ਰੀਤ ਸਿੰਘ ਪੁੱਤਰ ਗੁਰਜੀਤ ਸਿੰਘ ਵਾਸੀ ਪਿੰਡ ਭਾਗੀਕੇ ਤਹਿਸੀਲ ਨਿਹਾਲ ਸਿੰਘ ਵਾਲਾ ਜ਼ਿਲ੍ਹਾ ਮੋਗਾ ਐਲਾਨ ਕਰਦਾ ਹਾਂ ਕਿ ਮੇਰਾ ਲੜਕਾ ਮੇਰੇ ਕਹਿਣੇ ਤੋਂ ਬਾਹਰ ਹੈ। ਮੈਂ ਉਸਨੂੰ ਆਪਣੀ ਚੱਲ ਅਚੱਲ ਜਾਇਦਾਦ ਤੋਂ ਬੇਦਖ਼ਲ ਕਰਦਾ ਹਾਂ। ਜੇਕਰ ਕੋਈ ਵੀ ਵਿਅਕਤੀ ਉਸ ਨਾਲ ਲੈਣ ਦੇਣ ਕਰੇਗਾ ਉਹ ਖੁਦ ਜ਼ਿੰਮੇਵਾਰ ਹੋਵੇਗਾ। [377,113,747,177]
list-item: I Sangita @ Sangita Rani D/O Ganga Ram And W/O Darshan Lal R/O H.No.232/5, Street No.2, Gurbaksh Colony, Patiala 147001 Punjab, Have Changed My Name To Sangeeta Mehta. [942,899,1119,1003]
list-item: ਮੈਂ ਅਵਤਾਰ ਕੌਰ ਪਤਨੀ ਹਰਬੰਸ ਸਿੰਘ ਵਾਸੀ ਪਿੰਡ ਭੂਖਲ ਕਲਾਂ ਤਹਿ ਮਸੀਹਾ ਆਪਣੇ ਲੜਕੇ ਨੂੰ ਬੇਦਖ਼ਲ ਕਰਦੀ ਹਾਂ। [377,453,747,484]
list-item: ਮੈਂ ਅਜੀਤ ਸਿੰਘ ਸਿੱਧੂ ਪੁੱਤਰ ਗੁਰਦੀਪ ਸਿੰਘ ਵਾਸੀ ਪਿੰਡ ਡਾਕਖਾਨਾ ਕਕਰਾ ਜ਼ਿਲਾ ਲੁਧਿਆਣਾ ਨੇ ਆਪਣਾ ਨਾਮ ਬਦਲ ਕੇ ਅਜੀਤ ਸਿੰਘ ਰੱਖ ਲਿਆ ਹੈ। [3,2181,180,2245]
list-item: ਮੈਂ ਕੁਲਵਿੰਦਰ ਕੌਰ ਪਤਨੀ ਜਸਜੀਤ ਸਿੰਘ ਵਾਸੀ ਮ.ਨੰ. 82 ਪਿੰਡ ਖੰਨਾ (ਲੁਧਿਆਣਾ) ਨੇ ਆਪਣਾ ਨਾਮ ਬਦਲ ਕੇ ਕੁਲਜੀਤ ਕੌਰ ਰੱਖ ਲਿਆ ਹੈ। [3,877,180,942]
classified-list [3,111,367,2350]
list-item: I Dalwinder Kaur W/O Harnek Singh R/O Post Office Pattar Kalan, Basrampur, Jalandhar, Punjab - 144806, Have Changed My Name To Dalwinder Kaur Basra. [942,1122,1115,1225]
list-item: ਮੈਂ ਬਲਜੀਤ ਸਿੰਘ ਪੁੱਤਰ ਸੁਰਜੀਤ ਸਿੰਘ ਵਾਸੀ ਪਿੰਡ ਕਕਰਾ ਨੇ ਆਪਣਾ ਨਾਮ ਬਦਲ ਕੇ ਬਲਜੀਤ ਸਿੰਘ ਸਿੱਧੂ ਰੱਖ ਲਿਆ ਹੈ। [3,113,328,2341]
list-item: I Jaspreet Kaur W/o Baljit Singh Malhi R/o Vpo Mandiani Distt Ludhiana have changed my name to Jaspreet Kaur Malhi. [942,1233,1120,1300]
list-item: ਮੈਂ ਇਕਬਾਲ ਸਿੰਘ ਸਿੱਧੂ ਪੁੱਤਰ ਉਜਾਗਰ ਸਿੰਘ ਵਾਸੀ ਕੱਕੜ ਕਲਾਂ ਬਠਿੰਡਾ ਨੇ ਆਪਣਾ ਨਾਮ ਬਦਲ ਕੇ ਇਕਬਾਲ ਸਿੰਘ ਰੱਖ ਲਿਆ ਹੈ। [190,134,367,182]
story-lecturers: ਜਗਰਾਉਂ, 22 ਸਤੰਬਰ (ਬਲਜੀਤ ਸਿੰਘ ਸਠਨਾ)- ਅੱਜ ਮਾਸਟਰ ਕੇਡਰ ਤੋਂ ਲੈਕਚਰਾਰ ਪ੍ਰਮੋਟ ਹੋਏ ਹਨ ਅਤੇ ਪੰਜਾਬ ਸਰਕਾਰ ਵੱਲੋਂ ਸਟੇਸ਼ਨਾਂ ਦੀ ਚੋਣ ਲਈ ਸਾਰੇ ਖਾਲੀ ਸਟੇਸ਼ਨ ਸ਼ੋਅ ਕਰਨ ਦੀ ਮੰਗ ਕੀਤੀ ਗਈ ਹੈ। [755,143,1124,187]
list-item: I, Shishan Kumar s/o Des Raj R/O H No 532-B Aggar Nagar Ludhiana Changed My name as Shishan Kumar Garg s/o Des Raj Garg. [755,619,934,705]
advert-disclaimer-heading: ਇਸ਼ਤਿਹਾਰ ਸੰਬੰਧੀ ਜ਼ਰੂਰੀ ਬੇਨਤੀ [1131,1382,1317,1405]
section-heading-name-change: ਨਾਮ ਬਦਲੀ... [3,71,367,105]
list-item: ਮੈਂ ਪ੍ਰੀਤਮ ਸਿੰਘ ਪੁੱਤਰ ਮੇਜਰ ਸਿੰਘ ਵਾਸੀ ਪਿੰਡ ਦਰਗਾਪੁਰ ਤਹਿ ਨਾਭਾ (ਪਟਿਆਲਾ) ਨੇ ਆਪਣਾ ਨਾਮ ਬਦਲ ਕੇ ਪ੍ਰੀਤਮ ਸਿੰਘ ਰੱਖ ਲਿਆ ਹੈ। [3,1979,180,2044]
list-item: ਮੈਂ ਹਰਜਿੰਦਰ ਸਿੰਘ ਪੁੱਤਰ ਸੁਖਦੇਵ ਸਿੰਘ ਵਾਸੀ ਸੰਗਰੂਰ ਨੇ ਆਪਣਾ ਨਾਮ ਬਦਲ ਕੇ ਹਰਜਿੰਦਰ ਸਿੰਘ ਰੱਖ ਲਿਆ ਹੈ। [190,616,367,664]
list-item: ਮੈਂ ਗੁਰਸਰਨਜੀਤ ਕੌਰ ਪਤਨੀ Gursharanjit Kaur Sidhu ਉਰਫ Gursharanjit Kaur ਉਰਫ Gursharan Jit Kaur ਇੱਕ ਹੀ ਵਿਅਕਤੀ ਦੇ ਨਾਮ ਹਨ। [755,1587,1124,1617]
list-item: ਮੈਂ ਰਾਮ ਕੌਰ ਪਤਨੀ ਜਸਵੰਤ ਸਿੰਘ ਵਾਸੀ ਰਾਏਕੋਟ ਨੇ ਆਪਣਾ ਨਾਮ ਬਦਲ ਕੇ ਜਸਵਿੰਦਰ ਕੌਰ ਰੱਖ ਲਿਆ ਹੈ। [3,1445,180,1493]
list-item: ਮੈਂ ਆਸ਼ਾ ਰਾਣੀ ਪਤਨੀ ਲੇਟ ਸ੍ਰੀ ਅਸ਼ੋਕ ਕੁਮਾਰ ਵਾਸੀ ਸੰਤਪੁਰਾ ਬਠਿੰਡਾ ਆਪਣੇ ਲੜਕੇ ਨੂੰ ਬੇਦਖ਼ਲ ਕਰਦੀ ਹਾਂ। [377,803,747,834]
public-notice-title-2: Public Notice [1375,841,1455,855]
section-heading-name-change-en: ਨਾਮ ਬਦਲੀ... [755,355,1124,389]
logo-title: ਪਹਿਰੇਦਾਰ [1182,6,1358,57]
footer-advert-email [0,2368,1512,2411]
list-item: ਮੈਂ ਕੁਲਦੀਪ ਕੌਰ ਪਤਨੀ ਲੇਟ ਸੁਰਿੰਦਰ ਸਿੰਘ ਵਾਸੀ ਮਕਾਨ ਨੰ 2689/1 ਗਲੀ ਨੰਬਰ 1 ਬਿਸ਼ਨਪੁਰਾ ਆਪਣੇ ਪੁੱਤਰ ਨੂੰ ਬੇਦਖ਼ਲ ਕਰਦੀ ਹਾਂ। [377,726,747,756]
story-shobha-yatra: ਜਗਰਾਉਂ, 22 ਸਤੰਬਰ (ਬਲਜੀਤ ਸਿੰਘ ਸਠਨਾ)- ਭਗਵਾਨ ਵਾਲਮੀਕਿ ਮੰਦਰ ਮੰਦਿਰ ਕਮੇਟੀ ਵੱਲੋਂ ਪ੍ਰਗਟ ਦਿਵਸ ਦੀ ਖੁਸ਼ੀ ਵਿੱਚ 21 ਅਕਤੂਬਰ ਨੂੰ ਵਿਸ਼ਾਲ ਸ਼ੋਭਾ ਯਾਤਰਾ ਕੱਢੀ ਜਾਵੇਗੀ। ਇਸ ਸਬੰਧੀ ਮੀਟਿੰਗ ਦੌਰਾਨ ਪ੍ਰਧਾਨ ਰਿੰਪੀ ਜੈਦਕਾ ਨੇ ਦੱਸਿਆ ਕਿ ਸ਼ੋਭਾ ਯਾਤਰਾ ਮੰਦਿਰ ਤੋਂ ਸ਼ੁਰੂ ਹੋ ਕੇ ਸ਼ਹਿਰ ਦੇ ਵੱਖ ਵੱਖ ਬਾਜ਼ਾਰਾਂ ਵਿੱਚੋਂ ਹੁੰਦੀ ਹੋਈ ਵਾਪਸ ਮੰਦਿਰ ਪਹੁੰਚੇਗੀ। ਇਸ ਮੌਕੇ ਕਮੇਟੀ ਮੈਂਬਰ ਅਤੇ ਸ਼ਹਿਰ ਵਾਸੀ ਹਾਜ਼ਰ ਸਨ। [1131,393,1510,475]
list-item: ਮੈਂ ਮਨਜੀਤ ਸਿੰਘ ਸ਼ੇਰੀ ਪੁੱਤਰ ਜਸਵੰਤ ਸਿੰਘ ਵਾਸੀ ਪਿੰਡ ਡਾਕ ਦਿਲਾਲਪੁਰ ਜਲੰਧਰ ਨੇ ਆਪਣਾ ਨਾਮ ਬਦਲ ਕੇ ਮਨਜੀਤ ਸਿੰਘ ਰੱਖ ਲਿਆ ਹੈ। [3,1187,180,1252]
footer-suffix: 'ਤੇ ਹੀ ਭੇਜੇ ਜਾਣ। [1003,2376,1156,2403]
public-notice-box-2 [1322,835,1508,1135]
list-item: ਮੈਂ ਪ੍ਰਕਾਸ਼ੋ ਪਤਨੀ ਮਿਲਖੀ ਰਾਮ ਵਾਸੀ ਪਿੰਡ ਨੌਰਾ ਤਹਿ ਬੰਗਾ ਆਪਣੇ ਲੜਕੇ ਨੂੰ ਬੇਦਖ਼ਲ ਕਰਦੀ ਹਾਂ। [377,608,747,639]
list-item: I Sher Singh Tooray S/o Bachan Singh R/O #40, St-40, Pasi Nagar, Pakhowal Road, Ludhiana Have changed my name from Sher Singh Tooray to Sher Singh. [755,1069,935,1154]
list-item: I, Labh Singh Dhariwal s/o Tej Singh R/O H No 450/A City Enclave, Manakwal Dhandra Road, Gill Ludhiana Changed My name as Labh Singh. [755,882,929,967]
list-item: ਮੈਂ ਰਵਿੰਦਰ ਕੌਰ ਪਤਨੀ ਸਵ. ਬਲਵਿੰਦਰ ਸਿੰਘ ਵਾਸੀ ਮਕਾਨ ਨੰਬਰ 839/153 ਗਲੀ ਨੰਬਰ 8 ਸੁਰਜ ਨਗਰ ਸ਼ਿਮਲਾਪੁਰੀ ਲੁਧਿਆਣਾ ਆਪਣੇ ਲੜਕੇ ਗੁਰਵਿੰਦਰ ਸਿੰਘ ਨੂੰ ਬੇਦਖ਼ਲ ਕਰਦੀ ਹਾਂ। [377,297,747,328]
headline-lecturers: ਪ੍ਰਮੋਟ ਹੋਏ ਲੈਕਚਰਾਰਾਂ ਲਈ ਸਾਰੇ ਖਾਲੀ ਸਟੇਸ਼ਨ ਸ਼ੋਅ ਕਰਨ ਦੀ ਮੰਗ [767,75,1111,132]
contact-email[interactable]: E.mail : rozanapehredar@gmail.com [685,14,1123,50]
